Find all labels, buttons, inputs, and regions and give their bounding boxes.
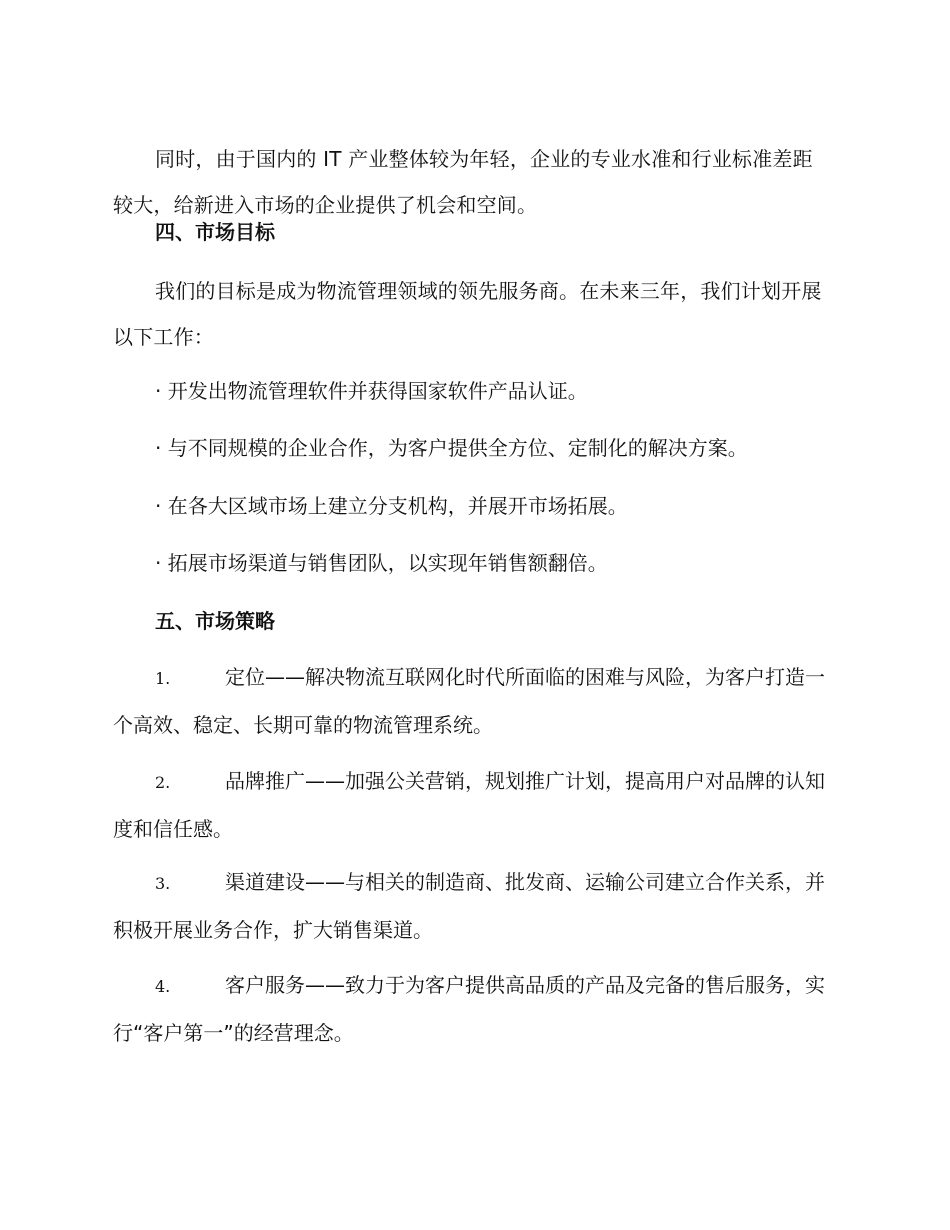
item-text: 渠道建设——与相关的制造商、批发商、运输公司建立合作关系，并积极开展业务合作，扩大销售渠道。 — [113, 870, 825, 942]
section-heading-market-goals: 四、市场目标 — [155, 220, 275, 244]
bullet-item: · 开发出物流管理软件并获得国家软件产品认证。 — [155, 379, 588, 403]
numbered-item — [113, 758, 833, 852]
item-text: 定位——解决物流互联网化时代所面临的困难与风险，为客户打造一个高效、稳定、长期可靠的物流管理系统。 — [113, 665, 825, 737]
intro-paragraph: 同时，由于国内的 IT 产业整体较为年轻，企业的专业水准和行业标准差距较大，给新进入市场的企业提供了机会和空间。 — [113, 147, 813, 217]
bullet-item: · 与不同规模的企业合作，为客户提供全方位、定制化的解决方案。 — [155, 436, 748, 460]
item-number: 3. — [155, 874, 171, 893]
numbered-item — [113, 962, 833, 1056]
item-number: 1. — [155, 669, 171, 688]
numbered-item — [113, 654, 833, 748]
item-number: 2. — [155, 773, 171, 792]
bullet-item: · 在各大区域市场上建立分支机构，并展开市场拓展。 — [155, 494, 628, 518]
item-text: 品牌推广——加强公关营销，规划推广计划，提高用户对品牌的认知度和信任感。 — [113, 769, 825, 841]
section-heading-market-strategy: 五、市场策略 — [155, 609, 275, 633]
bullet-item: · 拓展市场渠道与销售团队，以实现年销售额翻倍。 — [155, 551, 608, 575]
numbered-item — [113, 859, 833, 953]
market-goals-paragraph: 我们的目标是成为物流管理领域的领先服务商。在未来三年，我们计划开展以下工作： — [113, 279, 822, 349]
item-number: 4. — [155, 977, 171, 996]
item-text: 客户服务——致力于为客户提供高品质的产品及完备的售后服务，实行“客户第一”的经营理念。 — [113, 973, 825, 1045]
